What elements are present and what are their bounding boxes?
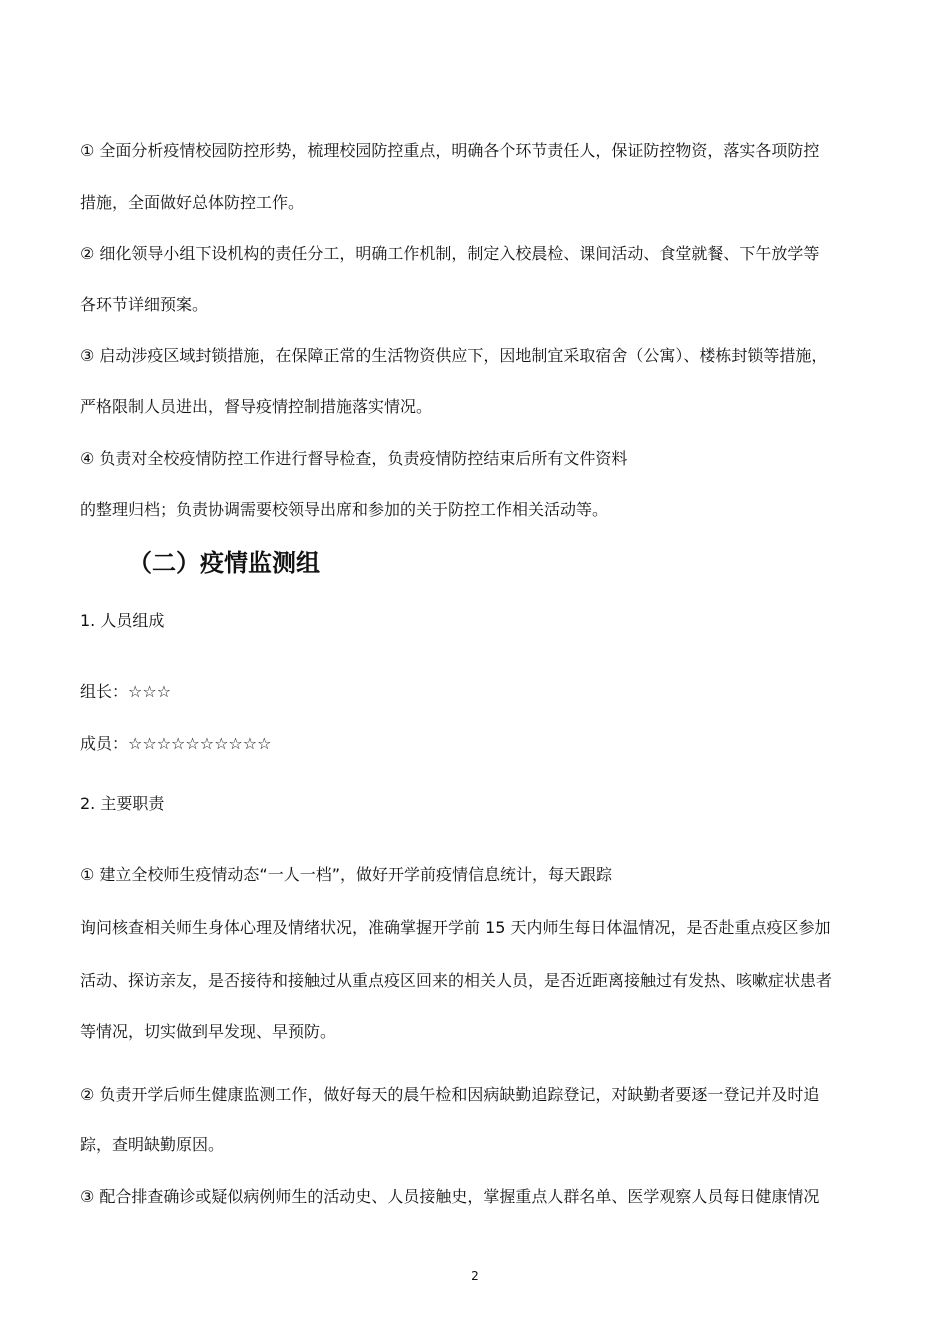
section-heading: （二）疫情监测组 [128, 549, 320, 577]
paragraph-line: ① 全面分析疫情校园防控形势，梳理校园防控重点，明确各个环节责任人，保证防控物资，落实各项防控 [80, 141, 820, 160]
paragraph-line: 的整理归档；负责协调需要校领导出席和参加的关于防控工作相关活动等。 [80, 500, 609, 519]
paragraph-line: ② 细化领导小组下设机构的责任分工，明确工作机制，制定入校晨检、课间活动、食堂就餐、下午放学等 [80, 244, 820, 263]
paragraph-line: ① 建立全校师生疫情动态“一人一档”，做好开学前疫情信息统计，每天跟踪 [80, 865, 613, 884]
paragraph-line: ② 负责开学后师生健康监测工作，做好每天的晨午检和因病缺勤追踪登记，对缺勤者要逐一登记并及时追 [80, 1085, 820, 1104]
paragraph-line: 等情况，切实做到早发现、早预防。 [80, 1022, 337, 1041]
group-leader-line: 组长：☆☆☆ [80, 682, 172, 701]
paragraph-line: ④ 负责对全校疫情防控工作进行督导检查，负责疫情防控结束后所有文件资料 [80, 449, 628, 468]
item-title: 1. 人员组成 [80, 611, 165, 630]
paragraph-line: ③ 配合排查确诊或疑似病例师生的活动史、人员接触史，掌握重点人群名单、医学观察人员每日健康情况 [80, 1187, 820, 1206]
paragraph-line: 措施，全面做好总体防控工作。 [80, 193, 305, 212]
paragraph-line: 踪，查明缺勤原因。 [80, 1135, 225, 1154]
paragraph-line: 询问核查相关师生身体心理及情绪状况，准确掌握开学前 15 天内师生每日体温情况，是否赴重点疫区参加 [80, 918, 831, 937]
paragraph-line: 各环节详细预案。 [80, 295, 209, 314]
group-members-line: 成员：☆☆☆☆☆☆☆☆☆☆ [80, 734, 272, 753]
paragraph-line: 活动、探访亲友，是否接待和接触过从重点疫区回来的相关人员，是否近距离接触过有发热、咳嗽症状患者 [80, 971, 833, 990]
paragraph-line: ③ 启动涉疫区域封锁措施，在保障正常的生活物资供应下，因地制宜采取宿舍（公寓）、楼栋封锁等措施， [80, 346, 828, 365]
item-title: 2. 主要职责 [80, 794, 165, 813]
paragraph-line: 严格限制人员进出，督导疫情控制措施落实情况。 [80, 397, 433, 416]
page-number: 2 [471, 1269, 479, 1283]
